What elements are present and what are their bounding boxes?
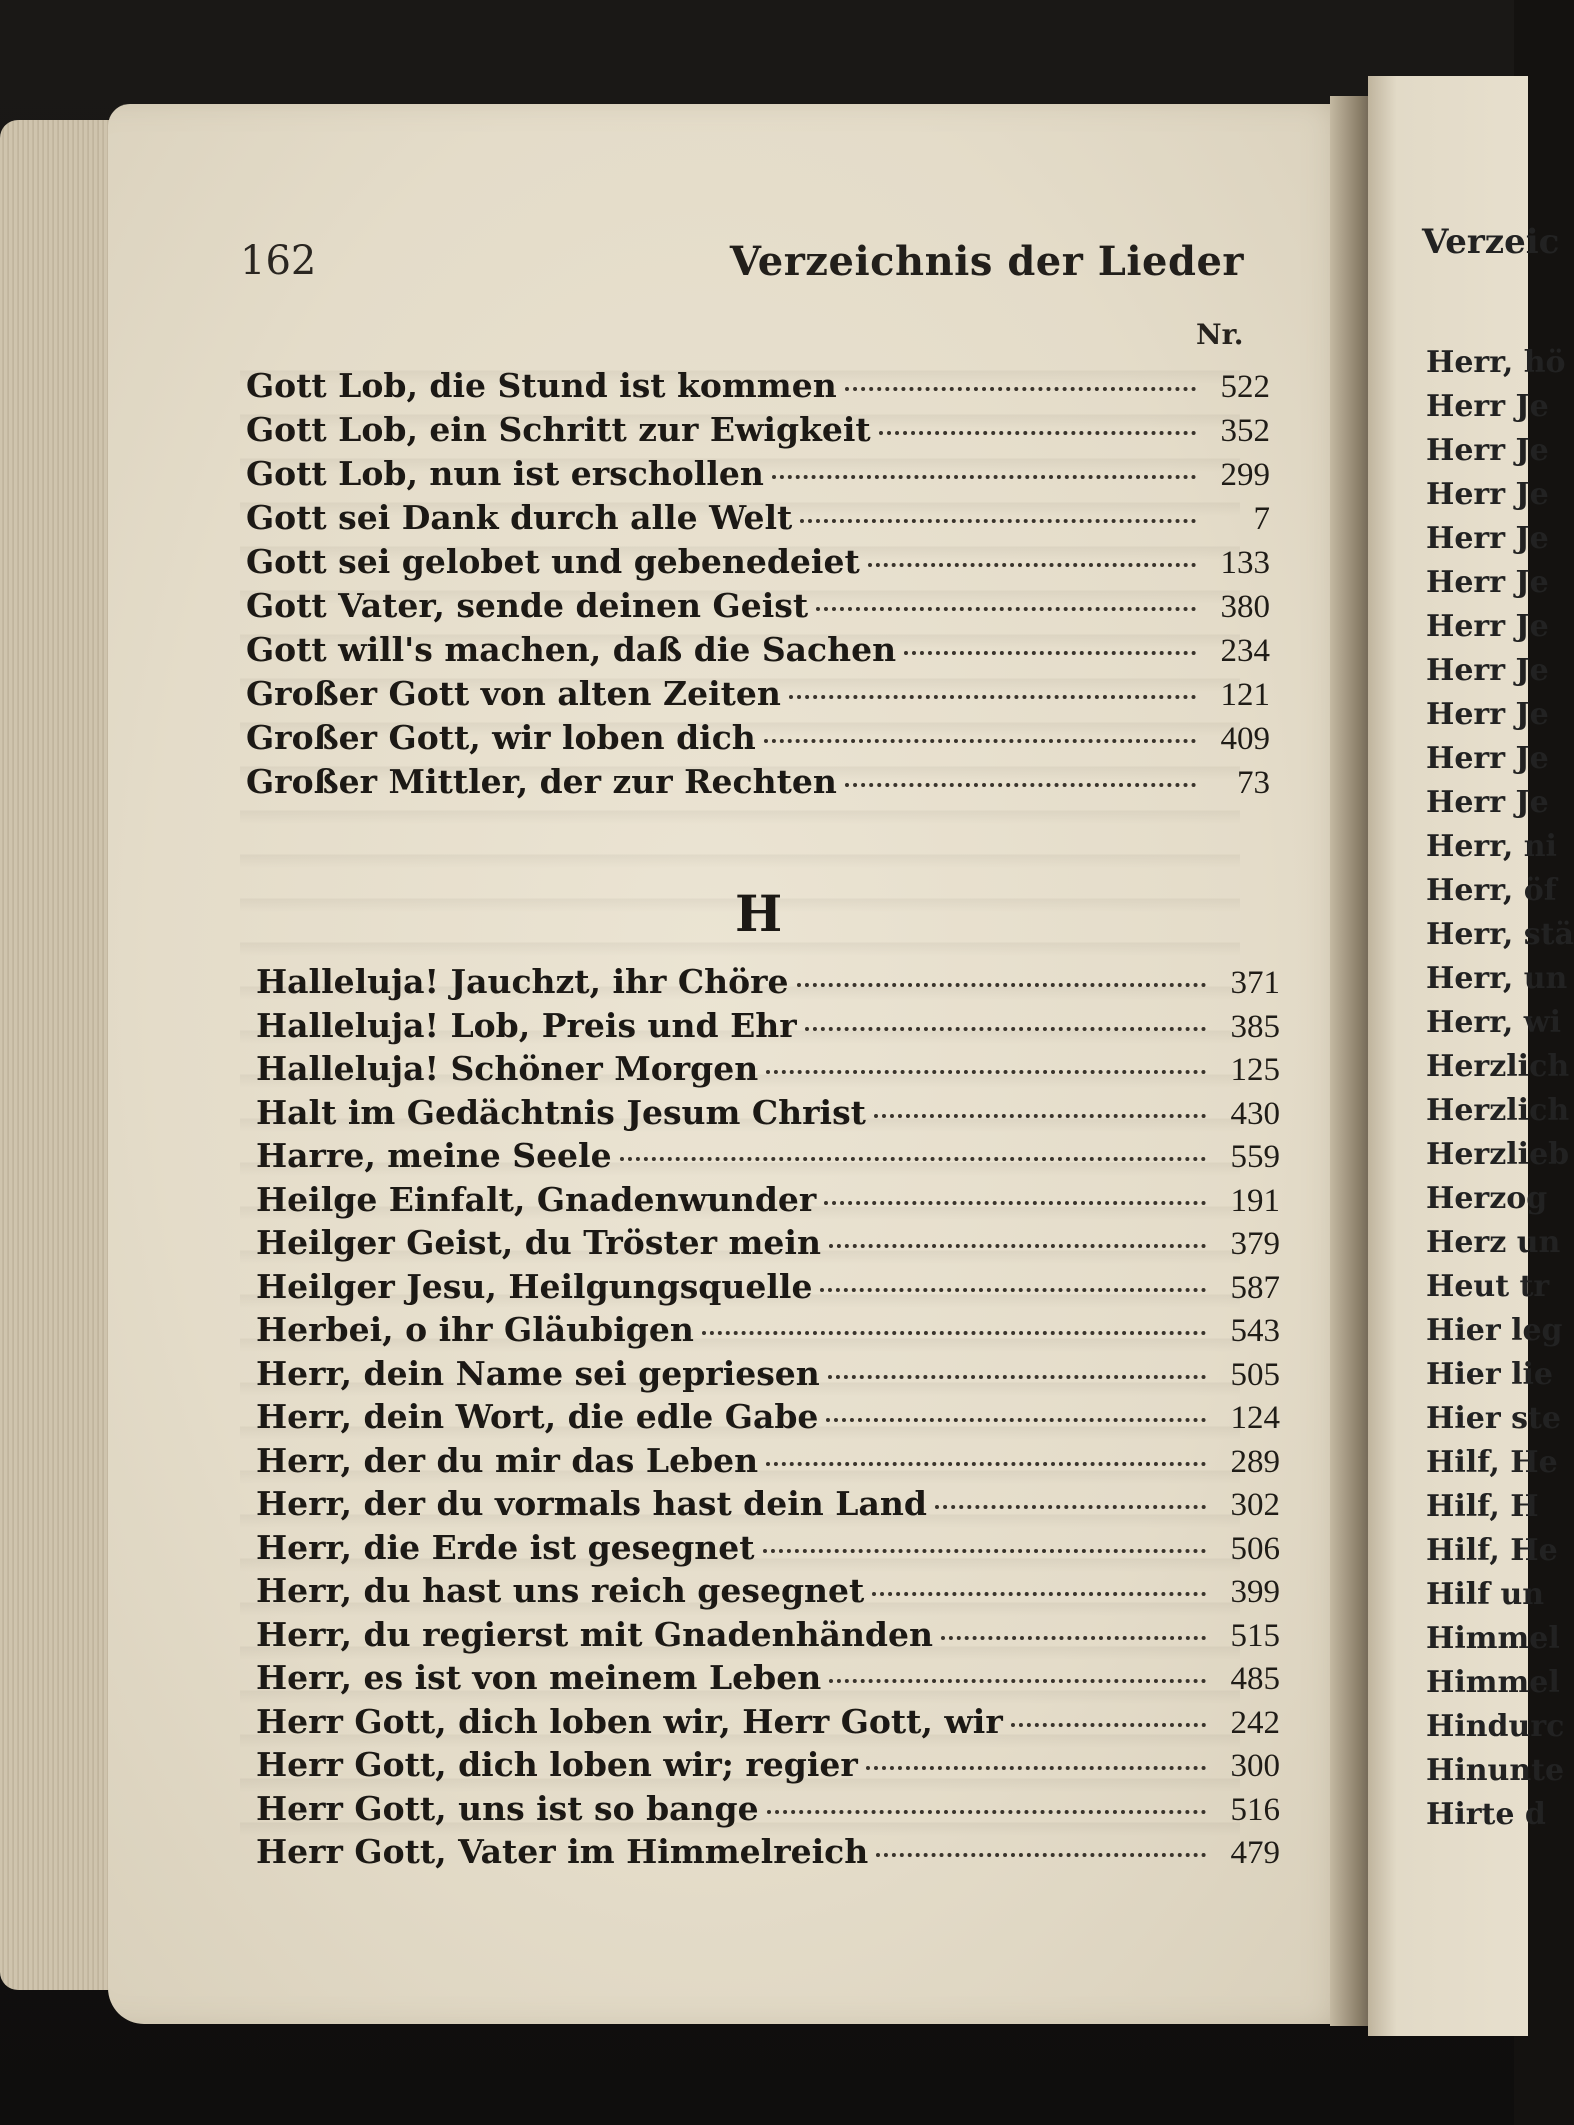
- dot-leader: [845, 773, 1196, 787]
- dot-leader: [800, 509, 1196, 523]
- right-page-line: Hirte d: [1426, 1797, 1546, 1832]
- list-item: [256, 1702, 1280, 1746]
- hymn-number: 289: [1230, 1443, 1280, 1480]
- hymn-number: 587: [1230, 1269, 1280, 1306]
- dot-leader: [872, 1582, 1206, 1596]
- dot-leader: [789, 685, 1196, 699]
- dot-leader: [829, 1669, 1206, 1683]
- right-page-line: Hilf, He: [1426, 1445, 1558, 1480]
- dot-leader: [764, 729, 1196, 743]
- section-h-list: [256, 962, 1280, 1876]
- hymn-title: Herr Gott, uns ist so bange: [256, 1788, 759, 1828]
- list-item: [256, 1789, 1280, 1833]
- hymn-number: 543: [1230, 1313, 1280, 1349]
- list-item: [256, 1223, 1280, 1267]
- hymn-number: 191: [1230, 1182, 1280, 1219]
- page-title: Verzeichnis der Lieder: [729, 238, 1244, 285]
- section-letter-heading: H: [735, 884, 783, 943]
- hymn-title: Herr, die Erde ist gesegnet: [256, 1527, 755, 1567]
- list-item: [256, 1310, 1280, 1354]
- hymn-number: 242: [1230, 1704, 1280, 1741]
- hymn-number: 234: [1220, 633, 1270, 669]
- dot-leader: [826, 1408, 1206, 1422]
- hymn-title: Heilger Geist, du Tröster mein: [256, 1223, 821, 1262]
- list-item: [246, 410, 1270, 454]
- right-page-line: Hinunte: [1426, 1753, 1565, 1788]
- dot-leader: [935, 1495, 1206, 1509]
- right-page-line: Herr Je: [1426, 565, 1549, 600]
- right-page-line: Hilf un: [1426, 1577, 1545, 1612]
- hymn-number: 485: [1230, 1661, 1280, 1697]
- right-page-line: Himmel: [1426, 1621, 1560, 1656]
- right-page-line: Herz un: [1426, 1225, 1561, 1260]
- hymn-number: 73: [1237, 765, 1270, 801]
- dot-leader: [805, 1017, 1206, 1031]
- dot-leader: [772, 465, 1196, 479]
- hymn-number: 505: [1230, 1356, 1280, 1393]
- list-item: [246, 454, 1270, 498]
- right-page-line: Herr, wi: [1426, 1005, 1561, 1040]
- hymn-title: Halleluja! Schöner Morgen: [256, 1049, 759, 1088]
- section-g-list: [246, 366, 1270, 806]
- list-item: [256, 1658, 1280, 1702]
- dot-leader: [766, 1452, 1206, 1466]
- hymn-number: 399: [1230, 1574, 1280, 1610]
- right-page-line: Herr, hö: [1426, 345, 1566, 380]
- dot-leader: [868, 553, 1196, 567]
- dot-leader: [816, 597, 1196, 611]
- list-item: [246, 630, 1270, 674]
- hymn-title: Heilge Einfalt, Gnadenwunder: [256, 1179, 817, 1219]
- hymn-number: 121: [1220, 677, 1270, 713]
- right-page-line: Herr, stä: [1426, 917, 1574, 952]
- hymn-title: Herr, du regierst mit Gnadenhänden: [256, 1614, 933, 1654]
- list-item: [256, 1180, 1280, 1224]
- hymn-title: Herr, es ist von meinem Leben: [256, 1658, 822, 1697]
- hymn-title: Gott Lob, ein Schritt zur Ewigkeit: [246, 410, 871, 449]
- list-item: [256, 1484, 1280, 1528]
- hymn-number: 506: [1230, 1530, 1280, 1567]
- hymn-number: 133: [1220, 545, 1270, 581]
- hymn-number: 409: [1220, 721, 1270, 757]
- list-item: [246, 498, 1270, 542]
- hymn-title: Herr, der du vormals hast dein Land: [256, 1484, 927, 1523]
- hymn-number: 385: [1230, 1008, 1280, 1045]
- hymn-title: Herr, du hast uns reich gesegnet: [256, 1571, 865, 1610]
- hymn-title: Herr Gott, Vater im Himmelreich: [256, 1832, 869, 1871]
- dot-leader: [874, 1104, 1206, 1118]
- list-item: [246, 718, 1270, 762]
- hymn-number: 430: [1230, 1095, 1280, 1132]
- page-number: 162: [240, 238, 317, 284]
- right-page-line: Heut tr: [1426, 1269, 1550, 1304]
- list-item: [256, 1354, 1280, 1398]
- list-item: [256, 1571, 1280, 1615]
- hymn-number: 302: [1230, 1487, 1280, 1523]
- hymn-number: 7: [1253, 501, 1270, 537]
- dot-leader: [767, 1800, 1206, 1814]
- hymn-title: Gott sei gelobet und gebenedeiet: [246, 542, 860, 581]
- list-item: [256, 1745, 1280, 1789]
- hymn-title: Herr Gott, dich loben wir; regier: [256, 1745, 858, 1784]
- hymn-number: 516: [1230, 1791, 1280, 1828]
- hymn-title: Harre, meine Seele: [256, 1136, 612, 1175]
- right-page-line: Herr, ni: [1426, 829, 1557, 864]
- hymn-title: Großer Mittler, der zur Rechten: [246, 762, 837, 801]
- right-page-line: Herr Je: [1426, 521, 1549, 556]
- right-page-running-title: Verzeic: [1422, 222, 1560, 262]
- hymn-title: Herr Gott, dich loben wir, Herr Gott, wir: [256, 1701, 1003, 1741]
- hymn-number: 299: [1220, 457, 1270, 493]
- list-item: [256, 1267, 1280, 1311]
- hymn-title: Halleluja! Lob, Preis und Ehr: [256, 1005, 797, 1045]
- hymn-title: Gott sei Dank durch alle Welt: [246, 498, 793, 537]
- hymn-number: 371: [1230, 965, 1280, 1001]
- dot-leader: [702, 1321, 1206, 1335]
- right-page-line: Herr Je: [1426, 433, 1549, 468]
- list-item: [246, 586, 1270, 630]
- right-page-list: [1426, 345, 1574, 1841]
- dot-leader: [904, 641, 1196, 655]
- hymn-title: Großer Gott von alten Zeiten: [246, 674, 781, 713]
- right-page-line: Herzog: [1426, 1181, 1548, 1216]
- dot-leader: [941, 1626, 1206, 1640]
- list-item: [256, 1832, 1280, 1876]
- list-item: [256, 1615, 1280, 1659]
- hymn-number: 125: [1230, 1052, 1280, 1088]
- hymn-title: Gott Lob, nun ist erschollen: [246, 454, 764, 493]
- hymn-title: Gott Vater, sende deinen Geist: [246, 586, 809, 625]
- hymn-number: 515: [1230, 1617, 1280, 1654]
- running-header: [240, 238, 1244, 298]
- list-item: [256, 962, 1280, 1006]
- hymn-title: Herr, dein Wort, die edle Gabe: [256, 1397, 819, 1436]
- dot-leader: [879, 421, 1196, 435]
- hymn-title: Großer Gott, wir loben dich: [246, 718, 756, 757]
- dot-leader: [828, 1365, 1206, 1379]
- right-page-line: Herr Je: [1426, 609, 1549, 644]
- dot-leader: [876, 1843, 1206, 1857]
- dot-leader: [829, 1234, 1206, 1248]
- dot-leader: [845, 377, 1196, 391]
- right-page-line: Herr Je: [1426, 653, 1549, 688]
- dot-leader: [797, 973, 1206, 987]
- dot-leader: [820, 1278, 1206, 1292]
- dot-leader: [620, 1147, 1206, 1161]
- hymn-title: Herr, der du mir das Leben: [256, 1440, 759, 1480]
- dot-leader: [766, 1060, 1206, 1074]
- right-page-line: Hilf, H: [1426, 1489, 1539, 1524]
- list-item: [256, 1006, 1280, 1050]
- list-item: [246, 366, 1270, 410]
- right-page-line: Herr, un: [1426, 961, 1568, 996]
- right-page-line: Herr Je: [1426, 785, 1549, 820]
- dot-leader: [1011, 1713, 1206, 1727]
- hymn-number: 379: [1230, 1226, 1280, 1262]
- hymn-title: Herr, dein Name sei gepriesen: [256, 1353, 820, 1393]
- list-item: [246, 762, 1270, 806]
- hymn-number: 522: [1220, 369, 1270, 405]
- page-edges: [0, 120, 120, 1990]
- list-item: [256, 1441, 1280, 1485]
- hymn-number: 124: [1230, 1400, 1280, 1436]
- list-item: [256, 1093, 1280, 1137]
- hymn-title: Gott Lob, die Stund ist kommen: [246, 366, 837, 405]
- hymn-number: 352: [1220, 413, 1270, 449]
- right-page-line: Hier lie: [1426, 1357, 1553, 1392]
- dot-leader: [824, 1191, 1206, 1205]
- list-item: [246, 542, 1270, 586]
- hymn-title: Gott will's machen, daß die Sachen: [246, 630, 897, 669]
- number-column-heading: Nr.: [1196, 318, 1244, 351]
- hymn-number: 380: [1220, 589, 1270, 625]
- right-page-line: Hier ste: [1426, 1401, 1561, 1436]
- right-page-line: Herr Je: [1426, 697, 1549, 732]
- hymn-title: Halt im Gedächtnis Jesum Christ: [256, 1092, 866, 1132]
- hymn-number: 559: [1230, 1139, 1280, 1175]
- hymn-title: Heilger Jesu, Heilgungsquelle: [256, 1266, 813, 1306]
- list-item: [256, 1528, 1280, 1572]
- list-item: [256, 1049, 1280, 1093]
- right-page-line: Herzlich: [1426, 1093, 1570, 1128]
- list-item: [256, 1136, 1280, 1180]
- hymn-title: Halleluja! Jauchzt, ihr Chöre: [256, 962, 789, 1001]
- hymn-number: 300: [1230, 1748, 1280, 1784]
- right-page-line: Herr Je: [1426, 477, 1549, 512]
- hymn-number: 479: [1230, 1835, 1280, 1871]
- right-page-line: Hier leg: [1426, 1313, 1563, 1348]
- right-page-line: Hilf, He: [1426, 1533, 1558, 1568]
- right-page-line: Herr Je: [1426, 389, 1549, 424]
- right-page-line: Herzlieb: [1426, 1137, 1570, 1172]
- dot-leader: [866, 1756, 1206, 1770]
- right-page-line: Herr, öf: [1426, 873, 1557, 908]
- right-page-line: Himmel: [1426, 1665, 1560, 1700]
- right-page-line: Herzlich: [1426, 1049, 1570, 1084]
- right-page-line: Herr Je: [1426, 741, 1549, 776]
- dot-leader: [763, 1539, 1206, 1553]
- right-page-line: Hindurc: [1426, 1709, 1565, 1744]
- list-item: [246, 674, 1270, 718]
- hymn-title: Herbei, o ihr Gläubigen: [256, 1310, 694, 1349]
- list-item: [256, 1397, 1280, 1441]
